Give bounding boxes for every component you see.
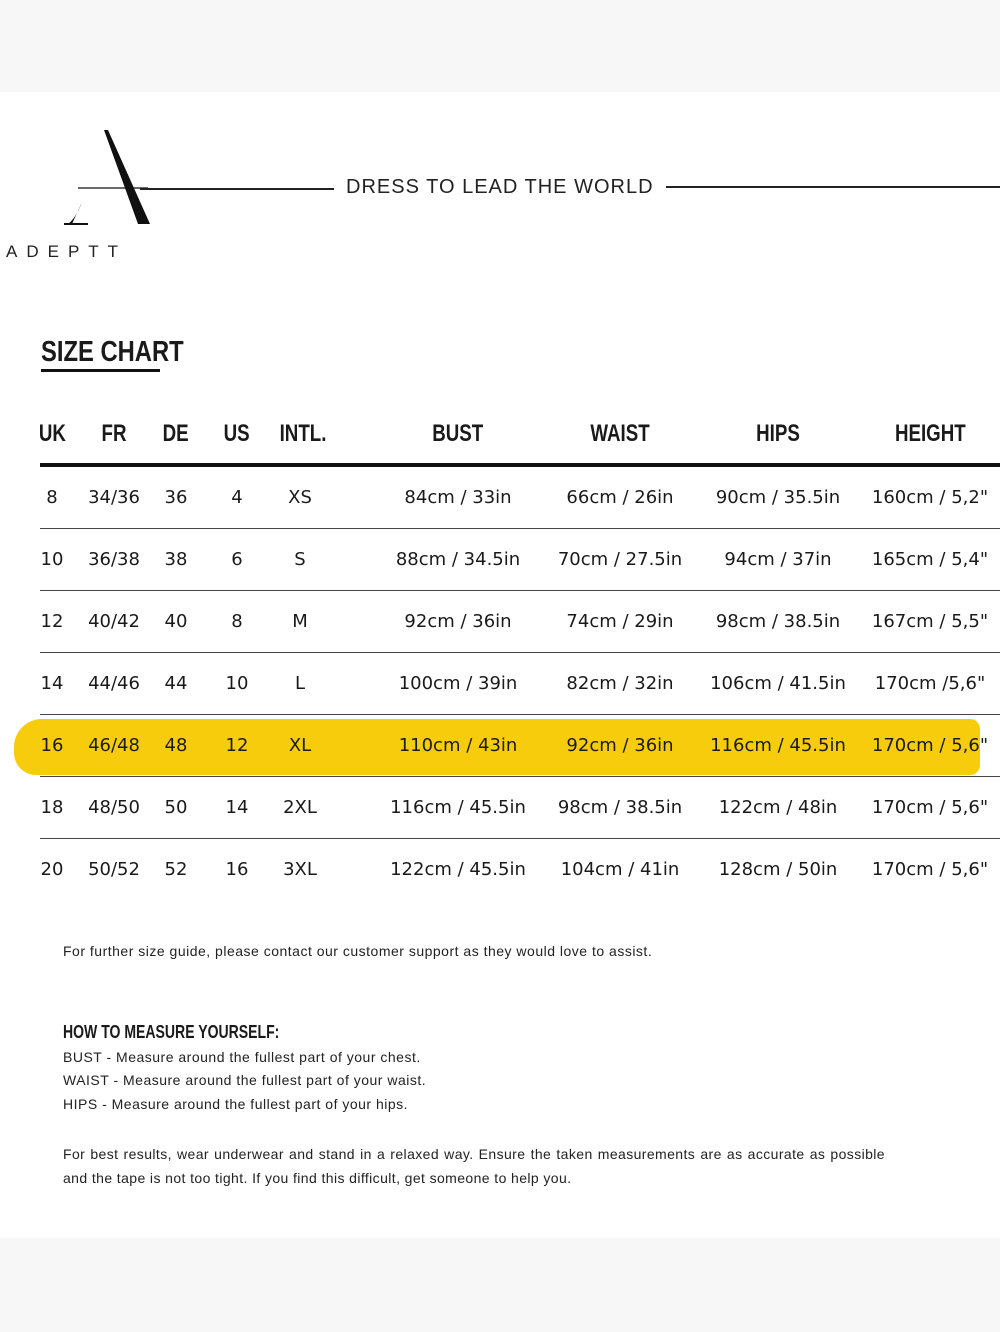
cell-bust: 100cm / 39in [398,673,518,694]
page-title: SIZE CHART [41,336,184,368]
cell-bust: 84cm / 33in [404,487,512,508]
cell-fr: 50/52 [88,859,140,880]
divider-line [666,186,1000,188]
column-header-de: DE [162,420,190,447]
column-header-fr: FR [101,420,127,447]
cell-de: 44 [164,673,188,694]
cell-height: 170cm / 5,6" [871,797,989,818]
column-header-bust: BUST [432,420,484,447]
table-row [40,591,1000,653]
cell-waist: 92cm / 36in [566,735,674,756]
cell-de: 38 [164,549,188,570]
top-margin [0,0,1000,92]
cell-height: 165cm / 5,4" [871,549,989,570]
cell-intl: XS [288,487,312,508]
cell-fr: 40/42 [88,611,140,632]
cell-fr: 46/48 [88,735,140,756]
cell-bust: 92cm / 36in [404,611,512,632]
cell-us: 12 [225,735,249,756]
cell-fr: 36/38 [88,549,140,570]
cell-fr: 34/36 [88,487,140,508]
cell-us: 8 [231,611,243,632]
cell-us: 10 [225,673,249,694]
cell-de: 50 [164,797,188,818]
column-header-uk: UK [38,420,66,447]
column-header-hips: HIPS [756,420,800,447]
title-underline [41,369,160,372]
cell-hips: 90cm / 35.5in [715,487,841,508]
cell-us: 4 [231,487,243,508]
cell-bust: 122cm / 45.5in [390,859,526,880]
cell-bust: 88cm / 34.5in [395,549,521,570]
cell-waist: 82cm / 32in [566,673,674,694]
cell-hips: 98cm / 38.5in [715,611,841,632]
cell-de: 36 [164,487,188,508]
cell-uk: 18 [40,797,64,818]
cell-hips: 94cm / 37in [724,549,832,570]
cell-intl: M [292,611,308,632]
cell-hips: 122cm / 48in [718,797,838,818]
cell-waist: 74cm / 29in [566,611,674,632]
brand-wordmark: ADEPTT [6,242,128,261]
brand-tagline: DRESS TO LEAD THE WORLD [346,176,654,198]
size-table [40,414,1000,900]
table-row [40,777,1000,839]
cell-uk: 14 [40,673,64,694]
cell-intl: XL [288,735,312,756]
cell-height: 167cm / 5,5" [871,611,989,632]
table-row [40,467,1000,529]
cell-bust: 110cm / 43in [398,735,518,756]
measure-item-hips: HIPS - Measure around the fullest part of your hips. [63,1096,409,1112]
cell-waist: 66cm / 26in [566,487,674,508]
cell-uk: 12 [40,611,64,632]
measure-item-bust: BUST - Measure around the fullest part of your chest. [63,1049,421,1065]
measure-heading: HOW TO MEASURE YOURSELF: [63,1022,280,1042]
cell-fr: 48/50 [88,797,140,818]
cell-de: 40 [164,611,188,632]
cell-height: 160cm / 5,2" [871,487,989,508]
cell-bust: 116cm / 45.5in [390,797,526,818]
table-row [40,529,1000,591]
cell-de: 48 [164,735,188,756]
cell-fr: 44/46 [88,673,140,694]
table-row [40,715,1000,777]
divider-line [140,188,334,190]
cell-us: 14 [225,797,249,818]
logo-a-mark-icon [38,128,188,238]
cell-hips: 106cm / 41.5in [710,673,846,694]
cell-intl: L [294,673,306,694]
cell-uk: 20 [40,859,64,880]
support-note: For further size guide, please contact our customer support as they would love to assist. [63,943,653,959]
table-row [40,653,1000,715]
cell-intl: 3XL [283,859,317,880]
cell-intl: S [294,549,306,570]
cell-uk: 10 [40,549,64,570]
column-header-intl: INTL. [279,420,327,447]
column-header-height: HEIGHT [894,420,966,447]
column-header-us: US [223,420,251,447]
cell-us: 16 [225,859,249,880]
table-row [40,839,1000,900]
cell-uk: 16 [40,735,64,756]
cell-intl: 2XL [283,797,317,818]
cell-height: 170cm / 5,6" [871,735,989,756]
cell-waist: 104cm / 41in [560,859,680,880]
cell-hips: 116cm / 45.5in [710,735,846,756]
cell-us: 6 [231,549,243,570]
cell-waist: 98cm / 38.5in [557,797,683,818]
bottom-margin [0,1238,1000,1332]
column-header-waist: WAIST [590,420,650,447]
measuring-tips: For best results, wear underwear and stand in a relaxed way. Ensure the taken measurements are as accurate as possible and the tape is not too tight. If you find this difficult, get someone to help you. [63,1146,885,1186]
cell-waist: 70cm / 27.5in [557,549,683,570]
cell-height: 170cm / 5,6" [871,859,989,880]
cell-height: 170cm /5,6" [874,673,986,694]
cell-hips: 128cm / 50in [718,859,838,880]
cell-de: 52 [164,859,188,880]
cell-uk: 8 [46,487,58,508]
table-body [40,467,1000,900]
table-header [40,414,1000,467]
measure-item-waist: WAIST - Measure around the fullest part of your waist. [63,1072,427,1088]
